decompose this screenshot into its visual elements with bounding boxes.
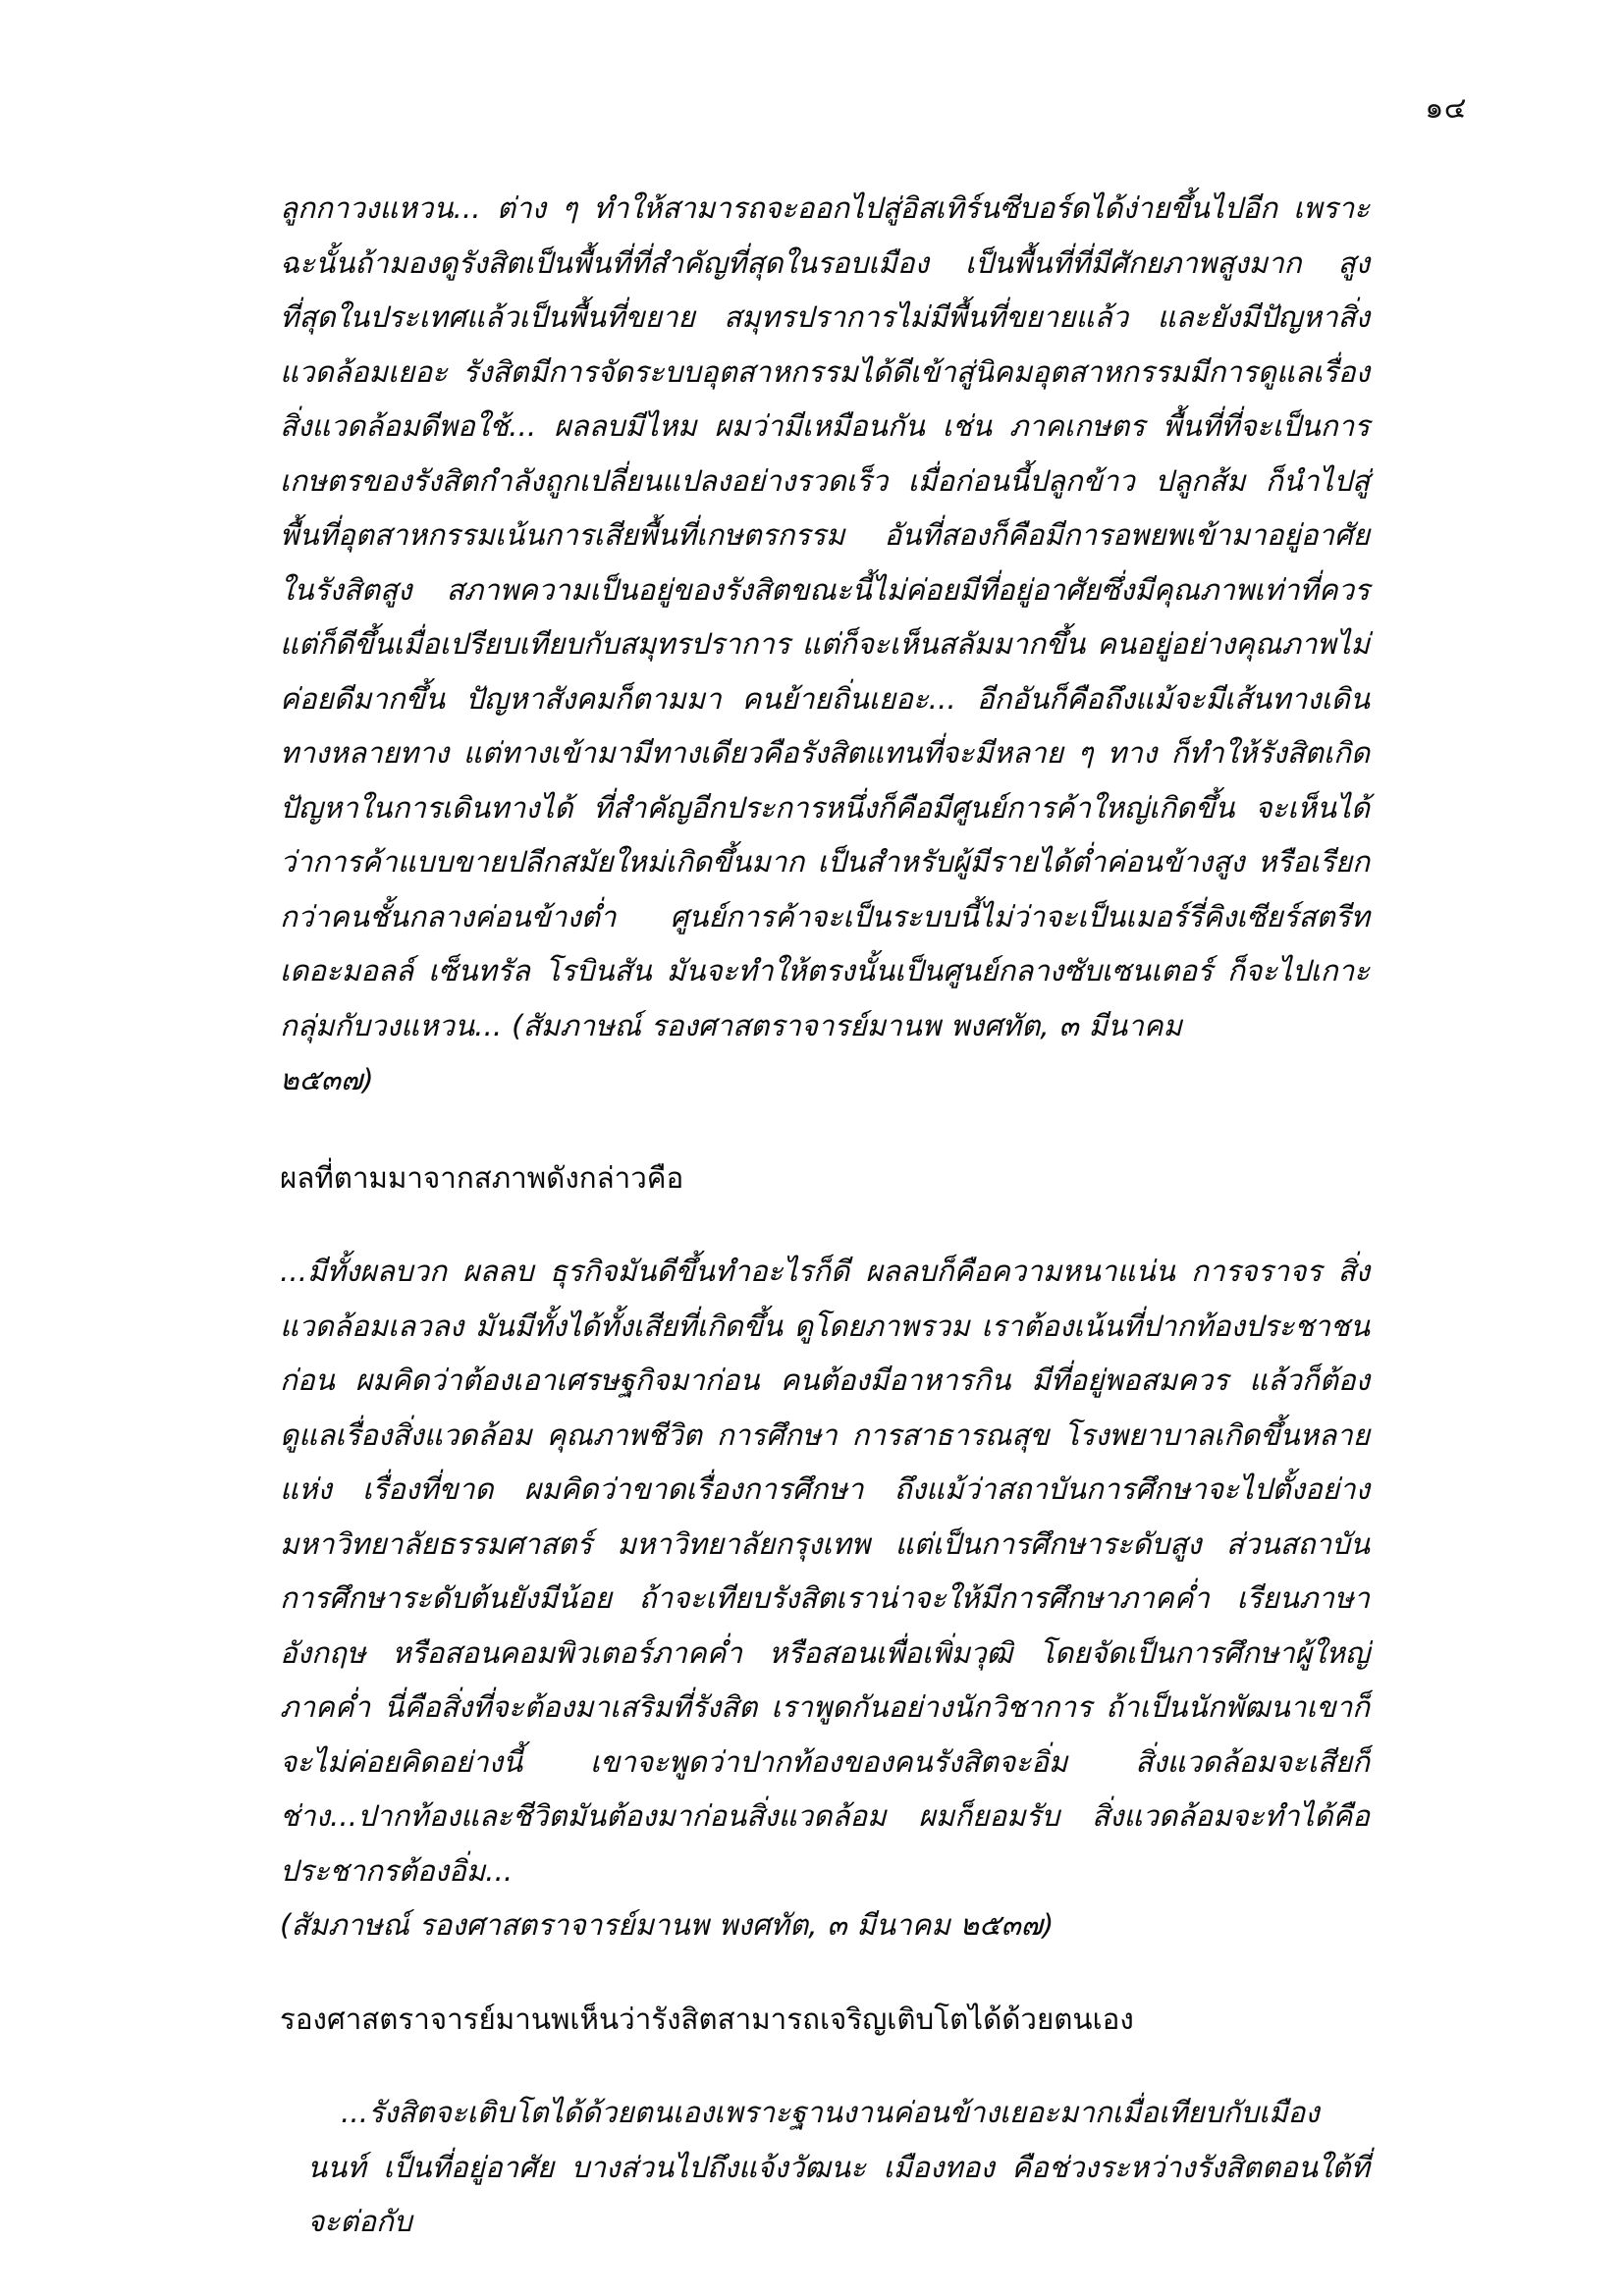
block-spacer: [280, 1953, 1370, 1993]
quote-block-2-text: ...มีทั้งผลบวก ผลลบ ธุรกิจมันดีขึ้นทำอะไรก็ดี ผลลบก็คือความหนาแน่น การจราจร สิ่งแวดล้อมเลวลง มันมีทั้งได้ทั้งเสียที่เกิดขึ้น ดูโดยภาพรวม เราต้องเน้นที่ปากท้องประชาชนก่อน ผมคิดว่าต้องเอาเศรษฐกิจมาก่อน คนต้องมีอาหารกิน มีที่อยู่พอสมควร แล้วก็ต้องดูแลเรื่องสิ่งแวดล้อม คุณภาพชีวิต การศึกษา การสาธารณสุข โรงพยาบาลเกิดขึ้นหลายแห่ง เรื่องที่ขาด ผมคิดว่าขาดเรื่องการศึกษา ถึงแม้ว่าสถาบันการศึกษาจะไปตั้งอย่างมหาวิทยาลัยธรรมศาสตร์ มหาวิทยาลัยกรุงเทพ แต่เป็นการศึกษาระดับสูง ส่วนสถาบันการศึกษาระดับต้นยังมีน้อย ถ้าจะเทียบรังสิตเราน่าจะให้มีการศึกษาภาคค่ำ เรียนภาษาอังกฤษ หรือสอนคอมพิวเตอร์ภาคค่ำ หรือสอนเพื่อเพิ่มวุฒิ โดยจัดเป็นการศึกษาผู้ใหญ่ภาคค่ำ นี่คือสิ่งที่จะต้องมาเสริมที่รังสิต เราพูดกันอย่างนักวิชาการ ถ้าเป็นนักพัฒนาเขาก็จะไม่ค่อยคิดอย่างนี้ เขาจะพูดว่าปากท้องของคนรังสิตจะอิ่ม สิ่งแวดล้อมจะเสียก็ช่าง...ปากท้องและชีวิตมันต้องมาก่อนสิ่งแวดล้อม ผมก็ยอมรับ สิ่งแวดล้อมจะทำได้คือ ประชากรต้องอิ่ม...: [280, 1255, 1370, 1888]
quote-block-3: ...รังสิตจะเติบโตได้ด้วยตนเองเพราะฐานงานค่อนข้างเยอะมากเมื่อเทียบกับเมืองนนท์ เป็นที่อยู่อาศัย บางส่วนไปถึงแจ้งวัฒนะ เมืองทอง คือช่วงระหว่างรังสิตตอนใต้ที่จะต่อกับ: [307, 2096, 1370, 2238]
page-number: ๑๔: [1425, 91, 1467, 126]
quote-block-1-text: ลูกกาวงแหวน... ต่าง ๆ ทำให้สามารถจะออกไปสู่อิสเทิร์นซีบอร์ดได้ง่ายขึ้นไปอีก เพราะฉะนั้นถ้ามองดูรังสิตเป็นพื้นที่ที่สำคัญที่สุดในรอบเมือง เป็นพื้นที่ที่มีศักยภาพสูงมาก สูงที่สุดในประเทศแล้วเป็นพื้นที่ขยาย สมุทรปราการไม่มีพื้นที่ขยายแล้ว และยังมีปัญหาสิ่งแวดล้อมเยอะ รังสิตมีการจัดระบบอุตสาหกรรมได้ดีเข้าสู่นิคมอุตสาหกรรมมีการดูแลเรื่องสิ่งแวดล้อมดีพอใช้... ผลลบมีไหม ผมว่ามีเหมือนกัน เช่น ภาคเกษตร พื้นที่ที่จะเป็นการเกษตรของรังสิตกำลังถูกเปลี่ยนแปลงอย่างรวดเร็ว เมื่อก่อนนี้ปลูกข้าว ปลูกส้ม ก็นำไปสู่พื้นที่อุตสาหกรรมเน้นการเสียพื้นที่เกษตรกรรม อันที่สองก็คือมีการอพยพเข้ามาอยู่อาศัยในรังสิตสูง สภาพความเป็นอยู่ของรังสิตขณะนี้ไม่ค่อยมีที่อยู่อาศัยซึ่งมีคุณภาพเท่าที่ควร แต่ก็ดีขึ้นเมื่อเปรียบเทียบกับสมุทรปราการ แต่ก็จะเห็นสลัมมากขึ้น คนอยู่อย่างคุณภาพไม่ค่อยดีมากขึ้น ปัญหาสังคมก็ตามมา คนย้ายถิ่นเยอะ... อีกอันก็คือถึงแม้จะมีเส้นทางเดินทางหลายทาง แต่ทางเข้ามามีทางเดียวคือรังสิตแทนที่จะมีหลาย ๆ ทาง ก็ทำให้รังสิตเกิดปัญหาในการเดินทางได้ ที่สำคัญอีกประการหนึ่งก็คือมีศูนย์การค้าใหญ่เกิดขึ้น จะเห็นได้ว่าการค้าแบบขายปลีกสมัยใหม่เกิดขึ้นมาก เป็นสำหรับผู้มีรายได้ต่ำค่อนข้างสูง หรือเรียกกว่าคนชั้นกลางค่อนข้างต่ำ ศูนย์การค้าจะเป็นระบบนี้ไม่ว่าจะเป็นเมอร์รี่คิงเซียร์สตรีท เดอะมอลล์ เซ็นทรัล โรบินสัน มันจะทำให้ตรงนั้นเป็นศูนย์กลางซับเซนเตอร์ ก็จะไปเกาะกลุ่มกับวงแหวน... (สัมภาษณ์ รองศาสตราจารย์มานพ พงศทัต, ๓ มีนาคม: [280, 191, 1370, 1042]
block-spacer: [280, 1205, 1370, 1245]
quote-block-2: [280, 1245, 1370, 1898]
quote-block-1: [280, 182, 1370, 1053]
page-content: [280, 182, 1370, 2250]
block-spacer: [280, 2047, 1370, 2086]
quote-block-2-citation: (สัมภาษณ์ รองศาสตราจารย์มานพ พงศทัต, ๓ มีนาคม ๒๕๓๗): [280, 1908, 1055, 1942]
block-spacer: [280, 1108, 1370, 1151]
quote-block-1-citation-tail: ๒๕๓๗): [280, 1063, 374, 1096]
heading-self-growth: รองศาสตราจารย์มานพเห็นว่ารังสิตสามารถเจริญเติบโตได้ด้วยตนเอง: [280, 2002, 1134, 2036]
heading-results: ผลที่ตามมาจากสภาพดังกล่าวคือ: [280, 1160, 684, 1195]
